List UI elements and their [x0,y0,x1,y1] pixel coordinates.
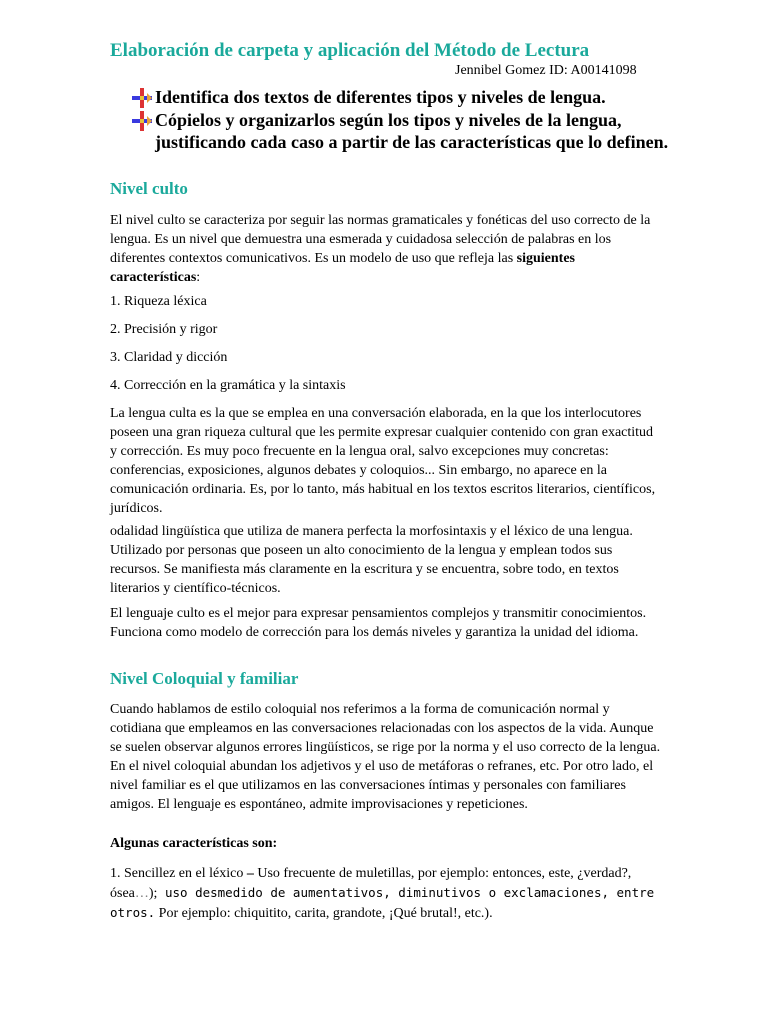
paragraph-coloquial-item-1: 1. Sencillez en el léxico – Uso frecuente de muletillas, por ejemplo: entonces, este, ¿verdad?, ósea…); uso desmedido de aumentativos, diminutivos o exclamaciones, entre otros. Por ejemplo: chiquitito, carita, grandote, ¡Qué brutal!, etc.). [110,866,655,921]
plus-arrow-icon [131,87,153,109]
instruction-text: Cópielos y organizarlos según los tipos y niveles de la lengua, justificando cada caso a partir de las características que lo definen. [155,110,669,152]
author-line: Jennibel Gomez ID: A00141098 [455,63,637,78]
list-item: 4. Corrección en la gramática y la sintaxis [110,378,346,393]
paragraph-culto-3: odalidad lingüística que utiliza de manera perfecta la morfosintaxis y el léxico de una lengua. Utilizado por personas que poseen un alto conocimiento de la lengua y emplean todos sus recursos. Se manifiesta más claramente en la escritura y se encuentra, sobre todo, en textos literarios y científico-técnicos. [110,524,633,596]
list-item: 3. Claridad y dicción [110,350,228,365]
document-title: Elaboración de carpeta y aplicación del Método de Lectura [110,40,590,61]
list-item: 1. Riqueza léxica [110,294,207,309]
instruction-item [131,109,691,153]
list-item: 2. Precisión y rigor [110,322,218,337]
paragraph-culto-intro: El nivel culto se caracteriza por seguir las normas gramaticales y fonéticas del uso correcto de la lengua. Es un nivel que demuestra una esmerada y cuidadosa selección de palabras en los diferentes contextos comunicativos. Es un modelo de uso que refleja las siguientes características: [110,213,651,285]
plus-arrow-icon [131,110,153,132]
paragraph-coloquial-1: Cuando hablamos de estilo coloquial nos referimos a la forma de comunicación normal y cotidiana que empleamos en las conversaciones relacionadas con los aspectos de la vida. Aunque se suelen observar algunos errores lingüísticos, se rige por la norma y el uso correcto de la lengua. En el nivel coloquial abundan los adjetivos y el uso de metáforas o refranes, etc. Por otro lado, el nivel familiar es el que utilizamos en las conversaciones íntimas y personales con familiares amigos. El lenguaje es espontáneo, admite improvisaciones y repeticiones. [110,702,661,812]
section-heading-coloquial: Nivel Coloquial y familiar [110,669,299,688]
instruction-item [131,86,691,109]
characteristics-subheading: Algunas características son: [110,836,278,851]
paragraph-culto-4: El lenguaje culto es el mejor para expresar pensamientos complejos y transmitir conocimientos. Funciona como modelo de corrección para los demás niveles y garantiza la unidad del idioma. [110,606,647,640]
instruction-text: Identifica dos textos de diferentes tipos y niveles de lengua. [155,87,606,107]
paragraph-culto-2: La lengua culta es la que se emplea en una conversación elaborada, en la que los interlocutores poseen una gran riqueza cultural que les permite expresar cualquier contenido con gran exactitud y corrección. Es muy poco frecuente en la lengua oral, salvo excepciones muy concretas: conferencias, exposiciones, algunos debates y coloquios... Sin embargo, no aparece en la comunicación ordinaria. Es, por lo tanto, más habitual en los textos escritos literarios, científicos, jurídicos. [110,406,656,516]
instruction-list [131,86,691,153]
section-heading-culto: Nivel culto [110,179,188,198]
